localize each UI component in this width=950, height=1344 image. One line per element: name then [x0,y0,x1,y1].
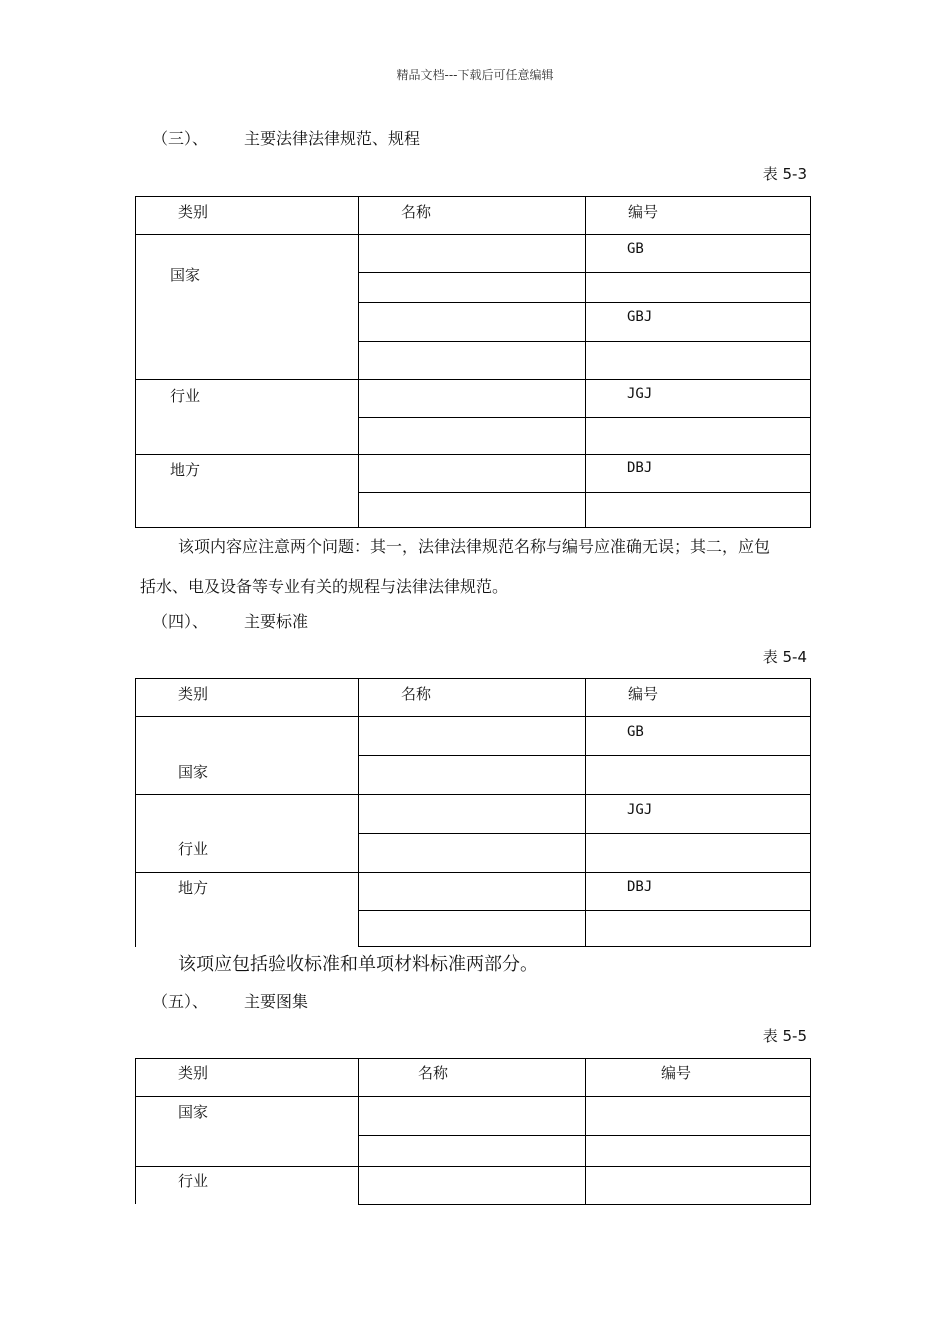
col-header-category: 类别 [178,1064,209,1082]
col-header-code: 编号 [661,1064,692,1082]
col-header-name: 名称 [418,1064,449,1082]
page-header: 精品文档---下载后可任意编辑 [396,68,554,82]
code-dbj: DBJ [627,879,653,895]
code-gb: GB [627,241,644,257]
category-industry: 行业 [170,387,201,405]
section-number: （五）、 [152,992,209,1011]
table-number-5-5: 表 5-5 [762,1027,807,1045]
table-number-5-3: 表 5-3 [762,165,807,183]
code-jgj: JGJ [627,386,653,402]
col-header-name: 名称 [401,203,432,221]
col-header-category: 类别 [178,203,209,221]
table-number-5-4: 表 5-4 [762,648,807,666]
code-gb: GB [627,724,644,740]
category-country: 国家 [178,763,209,781]
col-header-category: 类别 [178,685,209,703]
category-local: 地方 [178,879,209,897]
section-title: 主要标准 [244,612,309,631]
col-header-code: 编号 [628,203,659,221]
section-title: 主要法律法律规范、规程 [244,129,421,148]
section-number: （三）、 [152,129,209,148]
category-industry: 行业 [178,840,209,858]
note-paragraph-line1: 该项内容应注意两个问题：其一，法律法律规范名称与编号应准确无误；其二，应包 [178,537,771,556]
category-industry: 行业 [178,1172,209,1190]
note-paragraph-line2: 括水、电及设备等专业有关的规程与法律法律规范。 [140,577,509,596]
category-country: 国家 [170,266,201,284]
col-header-name: 名称 [401,685,432,703]
col-header-code: 编号 [628,685,659,703]
section-number: （四）、 [152,612,209,631]
category-country: 国家 [178,1103,209,1121]
note-paragraph: 该项应包括验收标准和单项材料标准两部分。 [178,954,538,975]
code-gbj: GBJ [627,309,653,325]
section-title: 主要图集 [244,992,309,1011]
code-dbj: DBJ [627,460,653,476]
category-local: 地方 [170,461,201,479]
code-jgj: JGJ [627,802,653,818]
